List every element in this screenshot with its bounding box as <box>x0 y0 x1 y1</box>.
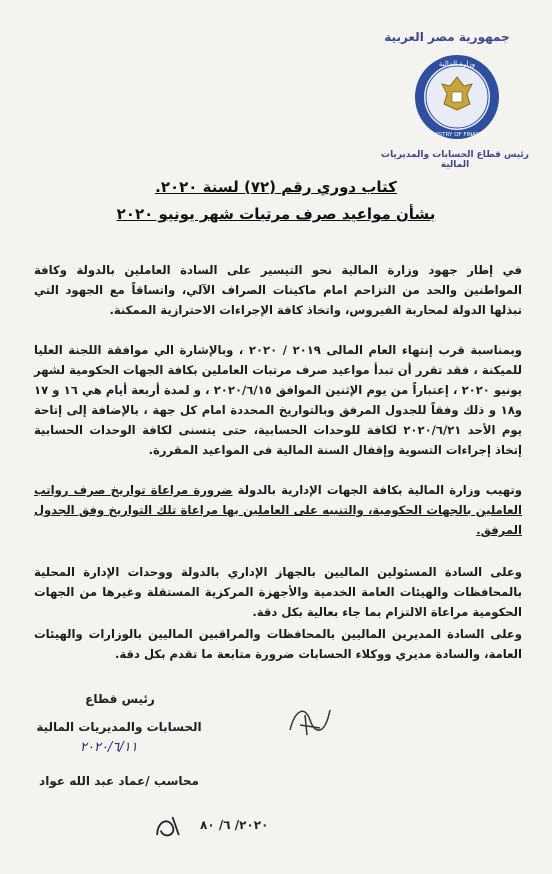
signature-scribble-icon <box>285 700 335 740</box>
republic-heading: جمهورية مصر العربية <box>384 30 510 44</box>
document-date: ٢٠٢٠/ ٦/ ٨٠ <box>200 818 269 832</box>
ministry-seal-logo <box>412 52 502 142</box>
paragraph-appeal-underlined: ضرورة مراعاة تواريخ صرف رواتب العاملين بالجهات الحكومية، والتنبيه على العاملين بها مراعاة تلك التواريخ وفق الجدول المرفق. <box>34 483 522 537</box>
paragraph-directors: وعلى السادة المديرين الماليين بالمحافظات والمراقبين الماليين بالوزارات والهيئات العامة، والسادة مديري ووكلاء الحسابات ضرورة متابعة ما تقدم بكل دقة. <box>34 627 522 661</box>
sector-heading: رئيس قطاع الحسابات والمديريات المالية <box>381 150 529 170</box>
paragraph-intro: في إطار جهود وزارة المالية نحو التيسير على السادة العاملين بالدولة وكافة المواطنين والحد من التزاحم امام ماكينات الصراف الآلي، واتساقاً مع الجهود التي تبذلها الدولة لمحاربة الفيروس، واتخاذ كافة الإجراءات الاحترازية الممكنة. <box>34 263 522 317</box>
signature-title-department: الحسابات والمديريات المالية <box>36 720 202 734</box>
letter-subject-title: بشأن مواعيد صرف مرتبات شهر يونيو ٢٠٢٠ <box>116 205 436 223</box>
letterhead <box>362 30 532 50</box>
svg-text:MINISTRY OF FINANCE: MINISTRY OF FINANCE <box>426 132 488 138</box>
signatory-name: محاسب /عماد عبد الله عواد <box>39 774 199 788</box>
paragraph-officials: وعلى السادة المسئولين الماليين بالجهاز الإداري بالدولة ووحدات الإدارة المحلية بالمحافظات والهيئات العامة الخدمية والأجهزة المركزية المستقلة وغيرها من الجهات الحكومية مراعاة الالتزام بما جاء بعالية بكل دقة. <box>34 565 522 619</box>
handwritten-initial-icon <box>150 808 186 844</box>
paragraph-schedule: وبمناسبة قرب إنتهاء العام المالى ٢٠١٩ / ٢٠٢٠ ، وبالإشارة الي موافقة اللجنة العليا للميكنة ، فقد تقرر أن تبدأ مواعيد صرف مرتبات العاملين بكافة الجهات الحكومية لشهر يونيو ٢٠٢٠ ، إعتباراً من يوم الإثنين الموافق ٢٠٢٠/٦/١٥ ، و لمدة أربعة أيام هي ١٦ و ١٧ و١٨ و ذلك وفقاً للجدول المرفق وبالتواريخ المحددة امام كل جهة ، بالإضافة إلى إتاحة يوم الأحد ٢٠٢٠/٦/٢١ لكافة للوحدات الحسابية، حتى يتسنى لكافة الوحدات الحسابية إتخاذ إجراءات التسوية وإقفال السنة المالية فى المواعيد المقررة. <box>34 343 523 457</box>
svg-text:وزارة المالية: وزارة المالية <box>438 60 476 68</box>
paragraph-appeal-lead: وتهيب وزارة المالية بكافة الجهات الإدارية بالدولة <box>232 483 522 497</box>
letter-number-title: كتاب دوري رقم (٧٢) لسنة ٢٠٢٠. <box>155 178 397 196</box>
signature-title-sector-head: رئيس قطاع <box>85 692 155 706</box>
paragraph-appeal <box>34 480 522 540</box>
handwritten-date: ٢٠٢٠/٦/١١ <box>80 740 138 755</box>
